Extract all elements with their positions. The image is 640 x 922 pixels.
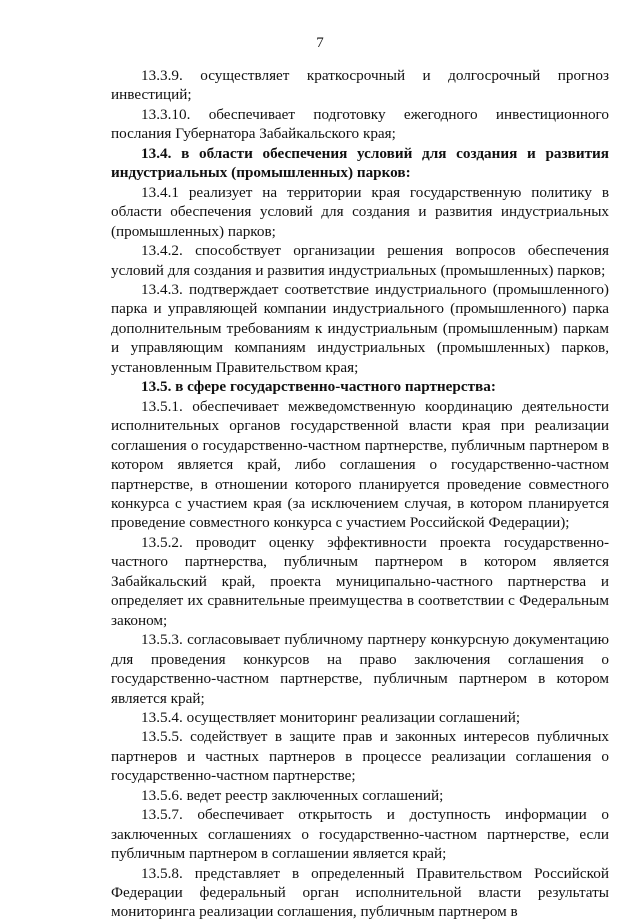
section-heading-13-4: 13.4. в области обеспечения условий для создания и развития индустриальных (промышленных) парков: [111,144,609,182]
paragraph-13-5-7: 13.5.7. обеспечивает открытость и доступность информации о заключенных соглашениях о государственно-частном партнерстве, если публичным партнером в соглашении является край; [111,806,609,863]
paragraph-13-5-5: 13.5.5. содействует в защите прав и законных интересов публичных партнеров и частных партнеров в процессе реализации соглашения о государственно-частном партнерстве; [111,728,609,785]
paragraph-13-5-6: 13.5.6. ведет реестр заключенных соглашений; [141,786,444,804]
paragraph-13-5-1: 13.5.1. обеспечивает межведомственную координацию деятельности исполнительных органов государственной власти края при реализации соглашения о государственно-частном партнерстве, публичным партнером в котором является край, либо соглашения о государственно-частном партнерстве, в отношении которого планируется проведение совместного конкурса с участием края (за исключением случая, в котором планируется проведение совместного конкурса с участием Российской Федерации); [111,397,609,532]
page-number: 7 [316,35,324,51]
section-heading-13-5: 13.5. в сфере государственно-частного партнерства: [141,378,496,396]
paragraph-13-4-3: 13.4.3. подтверждает соответствие индустриального (промышленного) парка и управляющей компании индустриального (промышленного) парка дополнительным требованиям к индустриальным (промышленным) паркам и управляющим компаниям индустриальных (промышленных) парков, установленным Правительством края; [111,280,609,376]
paragraph-13-3-10: 13.3.10. обеспечивает подготовку ежегодного инвестиционного послания Губернатора Забайкальского края; [111,105,609,143]
paragraph-13-5-3: 13.5.3. согласовывает публичному партнеру конкурсную документацию для проведения конкурсов на право заключения соглашения о государственно-частном партнерстве, публичным партнером в котором является край; [111,631,609,707]
paragraph-13-5-8: 13.5.8. представляет в определенный Правительством Российской Федерации федеральный орган исполнительной власти результаты мониторинга реализации соглашения, публичным партнером в [111,864,609,921]
paragraph-13-5-2: 13.5.2. проводит оценку эффективности проекта государственно-частного партнерства, публичным партнером в котором является Забайкальский край, проекта муниципально-частного партнерства и определяет их сравнительные преимущества в соответствии с Федеральным законом; [111,533,609,629]
paragraph-13-4-2: 13.4.2. способствует организации решения вопросов обеспечения условий для создания и развития индустриальных (промышленных) парков; [111,242,609,279]
paragraph-13-5-4: 13.5.4. осуществляет мониторинг реализации соглашений; [141,708,521,726]
document-body [111,66,609,922]
paragraph-13-4-1: 13.4.1 реализует на территории края государственную политику в области обеспечения условий для создания и развития индустриальных (промышленных) парков; [111,183,609,240]
paragraph-13-3-9: 13.3.9. осуществляет краткосрочный и долгосрочный прогноз инвестиций; [111,67,609,104]
